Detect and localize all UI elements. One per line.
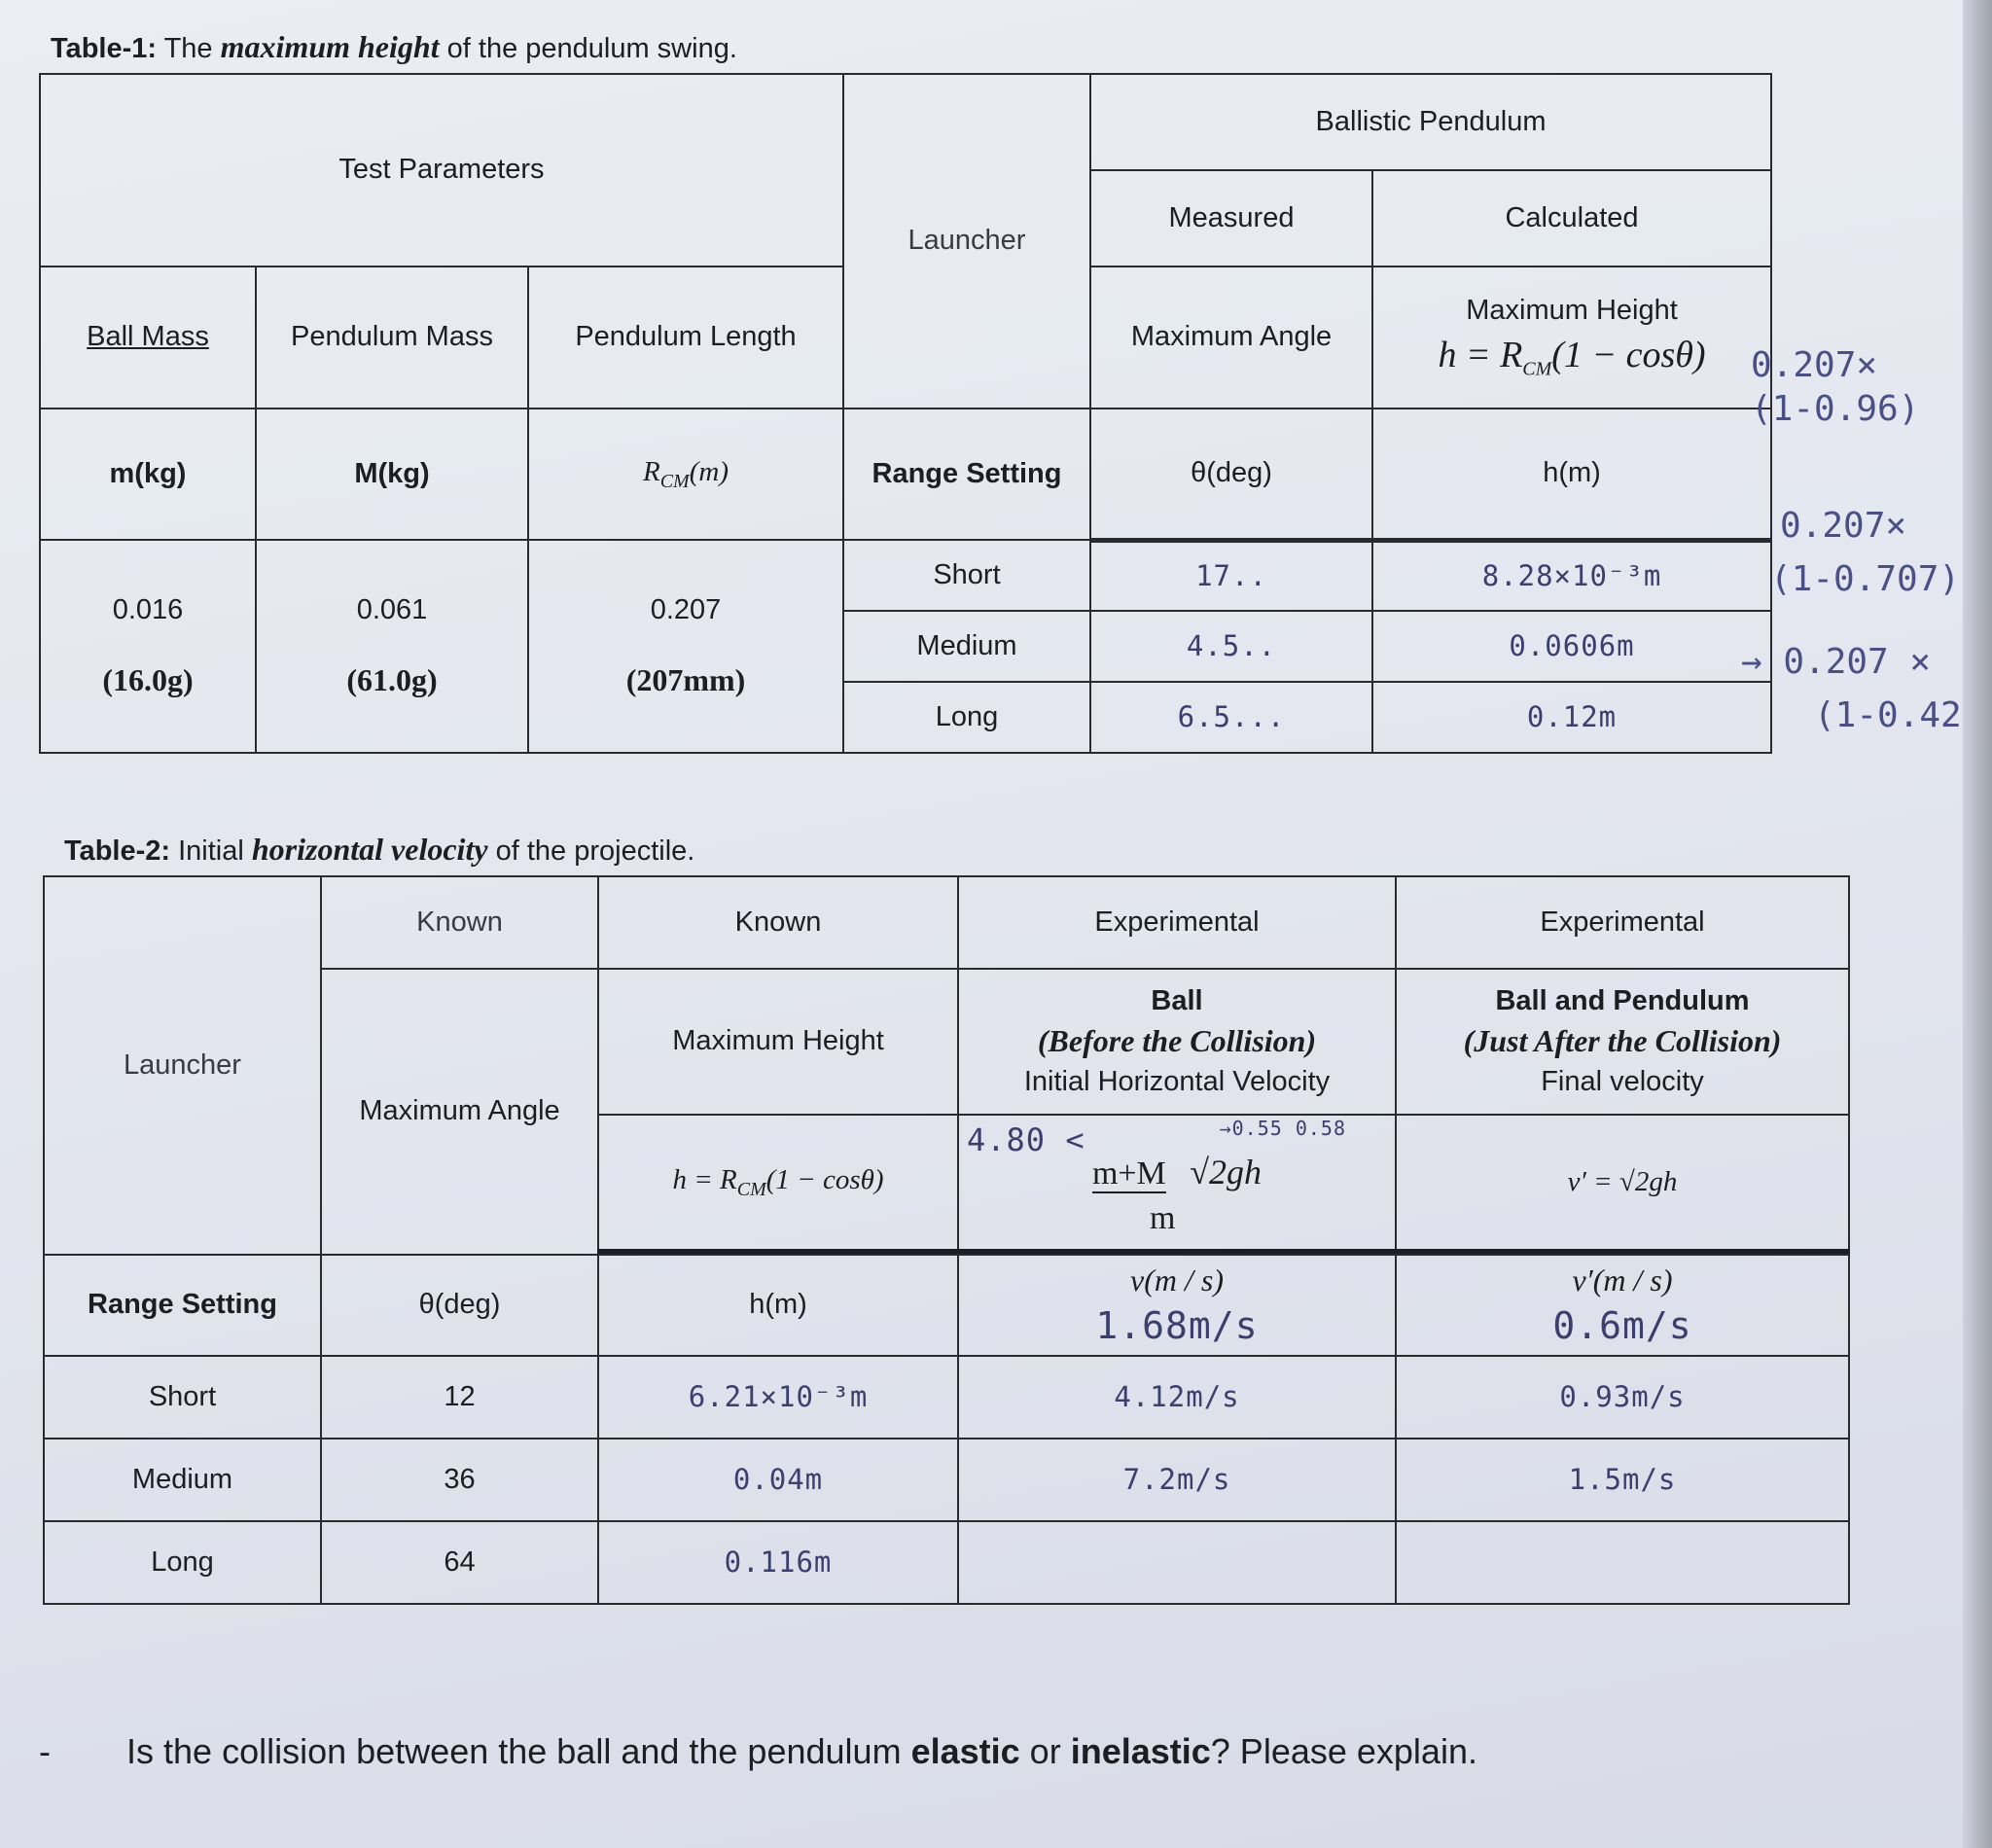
height-formula: $h = R_{CM}(1 - \cos\theta)$ [598, 1115, 958, 1251]
margin-note: (1-0.96) [1751, 389, 1920, 429]
pendulum-length-value: 0.207 (207mm) [528, 540, 843, 753]
table1-caption [51, 29, 737, 65]
table1-caption-em: maximum height [220, 29, 440, 64]
table-row-velocity: 4.12m/s [958, 1356, 1396, 1439]
table-row-final-velocity [1396, 1521, 1849, 1604]
ballistic-pendulum-header: Ballistic Pendulum [1090, 74, 1771, 170]
pendulum-length-header: Pendulum Length [528, 267, 843, 409]
table-row-final-velocity: 1.5m/s [1396, 1439, 1849, 1521]
page-edge-shadow [1963, 0, 1992, 1848]
table1-caption-post: of the pendulum swing. [446, 33, 737, 64]
margin-note: → 0.207 × [1741, 642, 1932, 682]
unit-theta: θ(deg) [1090, 409, 1372, 540]
margin-note: (1-0.707) [1770, 559, 1961, 599]
unit-final-velocity: v′(m / s) 0.6m/s [1396, 1255, 1849, 1356]
table-row-height: 0.04m [598, 1439, 958, 1521]
table2-caption-label: Table-2: [64, 835, 171, 867]
test-parameters-header: Test Parameters [40, 74, 843, 267]
table2-caption-pre: Initial [178, 835, 244, 867]
ball-mass-value: 0.016 (16.0g) [40, 540, 256, 753]
table2-caption-post: of the projectile. [495, 835, 695, 867]
unit-pendulum-mass: M(kg) [256, 409, 528, 540]
calculated-header: Calculated [1372, 170, 1771, 267]
maximum-angle-header: Maximum Angle [1090, 267, 1372, 409]
range-setting-header: Range Setting [843, 409, 1090, 540]
velocity-formula: 4.80 < →0.55 0.58 m+M √2gh m [958, 1115, 1396, 1251]
ball-before-header: Ball (Before the Collision) Initial Horizontal Velocity [958, 969, 1396, 1115]
table-row-setting: Long [843, 682, 1090, 753]
table-row-velocity: 7.2m/s [958, 1439, 1396, 1521]
question-word-elastic: elastic [910, 1731, 1020, 1771]
maximum-height-header: Maximum Height $h = R_{CM}(1 - \cos\theta)$ [1372, 267, 1771, 409]
table-row-angle: 36 [321, 1439, 598, 1521]
ball-pendulum-after-header: Ball and Pendulum (Just After the Collision) Final velocity [1396, 969, 1849, 1115]
table-row-setting: Short [843, 540, 1090, 611]
maximum-angle-header: Maximum Angle [321, 969, 598, 1255]
question-post: ? Please explain. [1210, 1731, 1477, 1771]
table-row-angle: 6.5... [1090, 682, 1372, 753]
pendulum-mass-header: Pendulum Mass [256, 267, 528, 409]
unit-theta: θ(deg) [321, 1255, 598, 1356]
maximum-height-header: Maximum Height [598, 969, 958, 1115]
table-row-angle: 64 [321, 1521, 598, 1604]
table-row-velocity [958, 1521, 1396, 1604]
known-header: Known [321, 876, 598, 969]
table1-caption-pre: The [163, 33, 213, 64]
pendulum-mass-value: 0.061 (61.0g) [256, 540, 528, 753]
launcher-header: Launcher [44, 876, 321, 1255]
question-mid: or [1029, 1731, 1061, 1771]
margin-note: 0.207× [1751, 345, 1878, 385]
margin-note: (1-0.42 [1814, 695, 1962, 735]
table-row-setting: Medium [843, 611, 1090, 682]
table-row-angle: 17.. [1090, 540, 1372, 611]
unit-height: h(m) [598, 1255, 958, 1356]
table-row-height: 8.28×10⁻³m [1372, 540, 1771, 611]
table2-caption-em: horizontal velocity [251, 832, 488, 867]
launcher-header: Launcher [843, 74, 1090, 409]
table-row-height: 0.116m [598, 1521, 958, 1604]
measured-header: Measured [1090, 170, 1372, 267]
experimental-header-2: Experimental [1396, 876, 1849, 969]
table2-caption [64, 832, 694, 868]
height-formula: $h = R_{CM}(1 - \cos\theta)$ [1438, 334, 1706, 380]
question-pre: Is the collision between the ball and the pendulum [126, 1731, 902, 1771]
range-setting-header: Range Setting [44, 1255, 321, 1356]
experimental-header: Experimental [958, 876, 1396, 969]
ball-mass-header: Ball Mass [40, 267, 256, 409]
final-velocity-formula: v′ = √2gh [1396, 1115, 1849, 1251]
margin-note: 0.207× [1780, 506, 1907, 546]
unit-pendulum-length: $R_{CM}(m)$ [528, 409, 843, 540]
table-row-angle: 4.5.. [1090, 611, 1372, 682]
table1 [39, 73, 1772, 754]
unit-velocity: v(m / s) 1.68m/s [958, 1255, 1396, 1356]
table-row-height: 0.12m [1372, 682, 1771, 753]
table-row-final-velocity: 0.93m/s [1396, 1356, 1849, 1439]
table-row-setting: Medium [44, 1439, 321, 1521]
table2 [43, 875, 1850, 1605]
unit-height: h(m) [1372, 409, 1771, 540]
question-dash: - [39, 1731, 51, 1771]
table-row-height: 6.21×10⁻³m [598, 1356, 958, 1439]
table1-caption-label: Table-1: [51, 33, 158, 64]
table-row-angle: 12 [321, 1356, 598, 1439]
table-row-height: 0.0606m [1372, 611, 1771, 682]
question-text [39, 1731, 1477, 1772]
table-row-setting: Short [44, 1356, 321, 1439]
unit-ball-mass: m(kg) [40, 409, 256, 540]
table-row-setting: Long [44, 1521, 321, 1604]
question-word-inelastic: inelastic [1070, 1731, 1211, 1771]
known-header-2: Known [598, 876, 958, 969]
